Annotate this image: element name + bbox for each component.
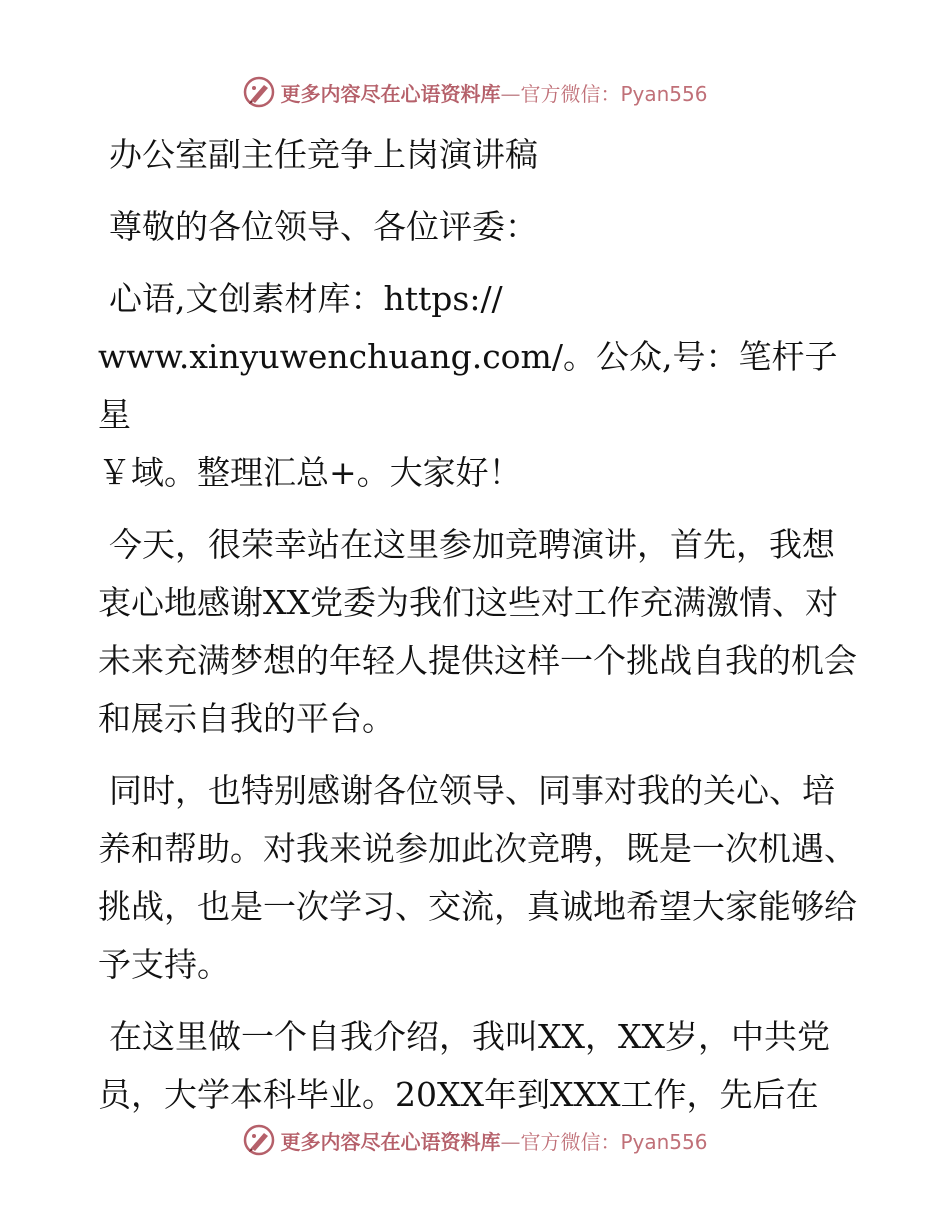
watermark-text: 更多内容尽在心语资料库—官方微信：Pyan556: [280, 1129, 708, 1154]
pen-logo-icon: [242, 1123, 276, 1157]
ad-line-1: 心语,文创素材库：https://: [109, 279, 503, 318]
footer-watermark: [0, 1120, 950, 1160]
pen-logo-icon: [242, 75, 276, 109]
paragraph-2: 同时，也特别感谢各位领导、同事对我的关心、培养和帮助。对我来说参加此次竞聘，既是一次机遇、挑战，也是一次学习、交流，真诚地希望大家能够给予支持。: [98, 771, 857, 984]
document-body: [98, 120, 858, 1124]
paragraph-1: 今天，很荣幸站在这里参加竞聘演讲，首先，我想衷心地感谢XX党委为我们这些对工作充满激情、对未来充满梦想的年轻人提供这样一个挑战自我的机会和展示自我的平台。: [98, 525, 857, 738]
header-watermark: [0, 72, 950, 112]
watermark-text: 更多内容尽在心语资料库—官方微信：Pyan556: [280, 81, 708, 106]
salutation: 尊敬的各位领导、各位评委：: [109, 207, 538, 246]
document-title: 办公室副主任竞争上岗演讲稿: [109, 135, 538, 174]
ad-line-2: www.xinyuwenchuang.com/。公众,号：笔杆子星: [98, 337, 838, 434]
paragraph-3: 在这里做一个自我介绍，我叫XX，XX岁，中共党员，大学本科毕业。20XX年到XXX工作，先后在: [98, 1017, 830, 1114]
ad-line-3: ￥域。整理汇总+。大家好！: [98, 453, 522, 492]
